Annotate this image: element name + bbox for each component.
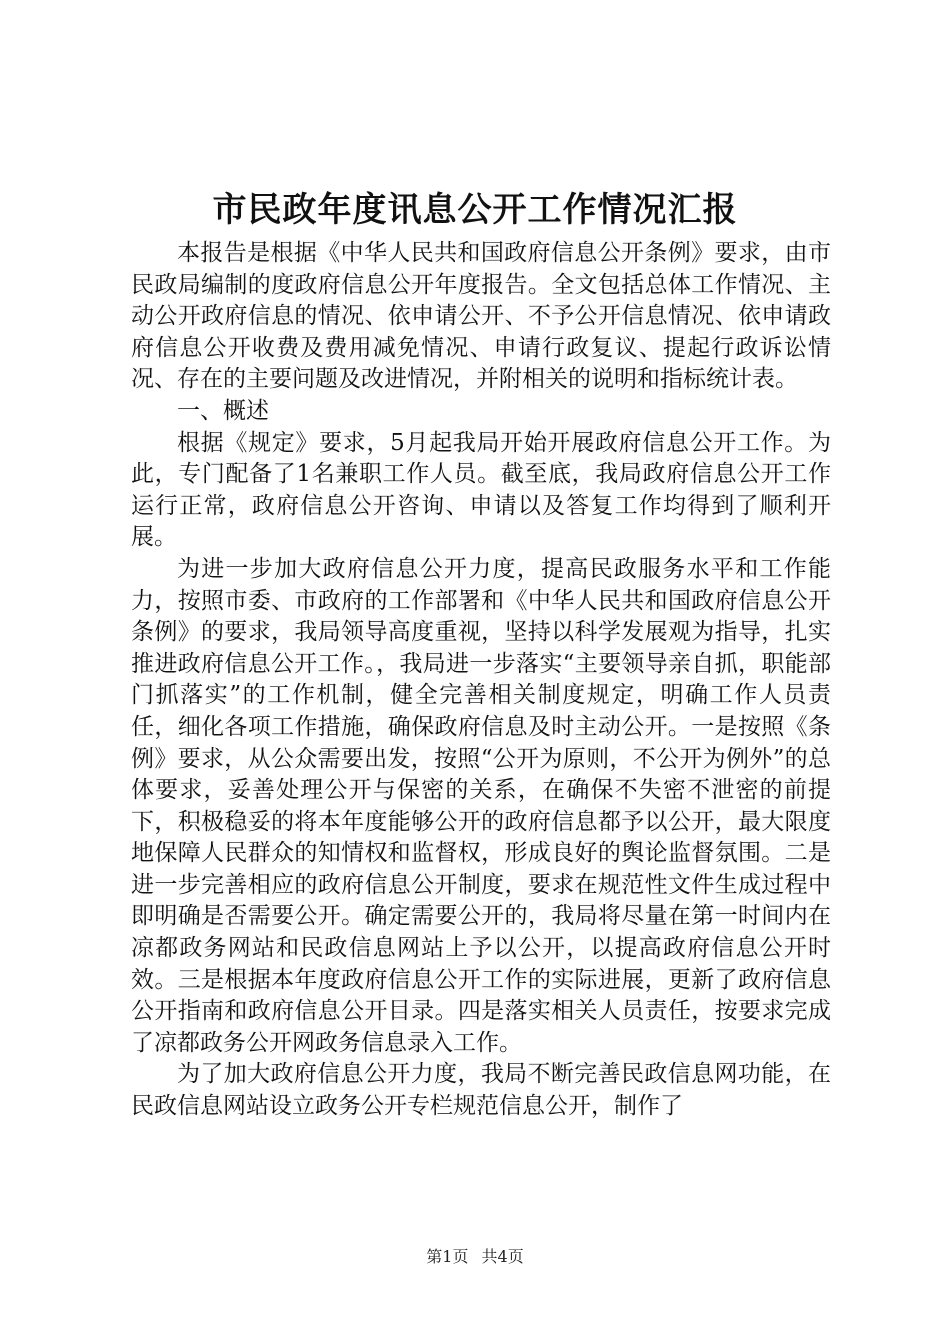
page-number: 第1页	[426, 1247, 469, 1266]
paragraph-measures: 为进一步加大政府信息公开力度，提高民政服务水平和工作能力，按照市委、市政府的工作部署和《中华人民共和国政府信息公开条例》的要求，我局领导高度重视，坚持以科学发展观为指导，扎实推进政府信息公开工作。，我局进一步落实“主要领导亲自抓，职能部门抓落实”的工作机制，健全完善相关制度规定，明确工作人员责任，细化各项工作措施，确保政府信息及时主动公开。一是按照《条例》要求，从公众需要出发，按照“公开为原则，不公开为例外”的总体要求，妥善处理公开与保密的关系，在确保不失密不泄密的前提下，积极稳妥的将本年度能够公开的政府信息都予以公开，最大限度地保障人民群众的知情权和监督权，形成良好的舆论监督氛围。二是进一步完善相应的政府信息公开制度，要求在规范性文件生成过程中即明确是否需要公开。确定需要公开的，我局将尽量在第一时间内在凉都政务网站和民政信息网站上予以公开，以提高政府信息公开时效。三是根据本年度政府信息公开工作的实际进展，更新了政府信息公开指南和政府信息公开目录。四是落实相关人员责任，按要求完成了凉都政务公开网政务信息录入工作。	[131, 555, 831, 1056]
paragraph-overview: 根据《规定》要求，5月起我局开始开展政府信息公开工作。为此，专门配备了1名兼职工作人员。截至底，我局政府信息公开工作运行正常，政府信息公开咨询、申请以及答复工作均得到了顺利开展。	[131, 429, 831, 551]
section-heading-overview: 一、概述	[177, 397, 269, 424]
document-body	[131, 238, 831, 1123]
page-total: 共4页	[481, 1247, 524, 1266]
paragraph-intro: 本报告是根据《中华人民共和国政府信息公开条例》要求，由市民政局编制的度政府信息公开年度报告。全文包括总体工作情况、主动公开政府信息的情况、依申请公开、不予公开信息情况、依申请政府信息公开收费及费用减免情况、申请行政复议、提起行政诉讼情况、存在的主要问题及改进情况，并附相关的说明和指标统计表。	[131, 240, 831, 393]
page-footer	[0, 1244, 950, 1267]
paragraph-website: 为了加大政府信息公开力度，我局不断完善民政信息网功能，在民政信息网站设立政务公开专栏规范信息公开，制作了	[131, 1061, 831, 1120]
document-title: 市民政年度讯息公开工作情况汇报	[212, 190, 738, 230]
